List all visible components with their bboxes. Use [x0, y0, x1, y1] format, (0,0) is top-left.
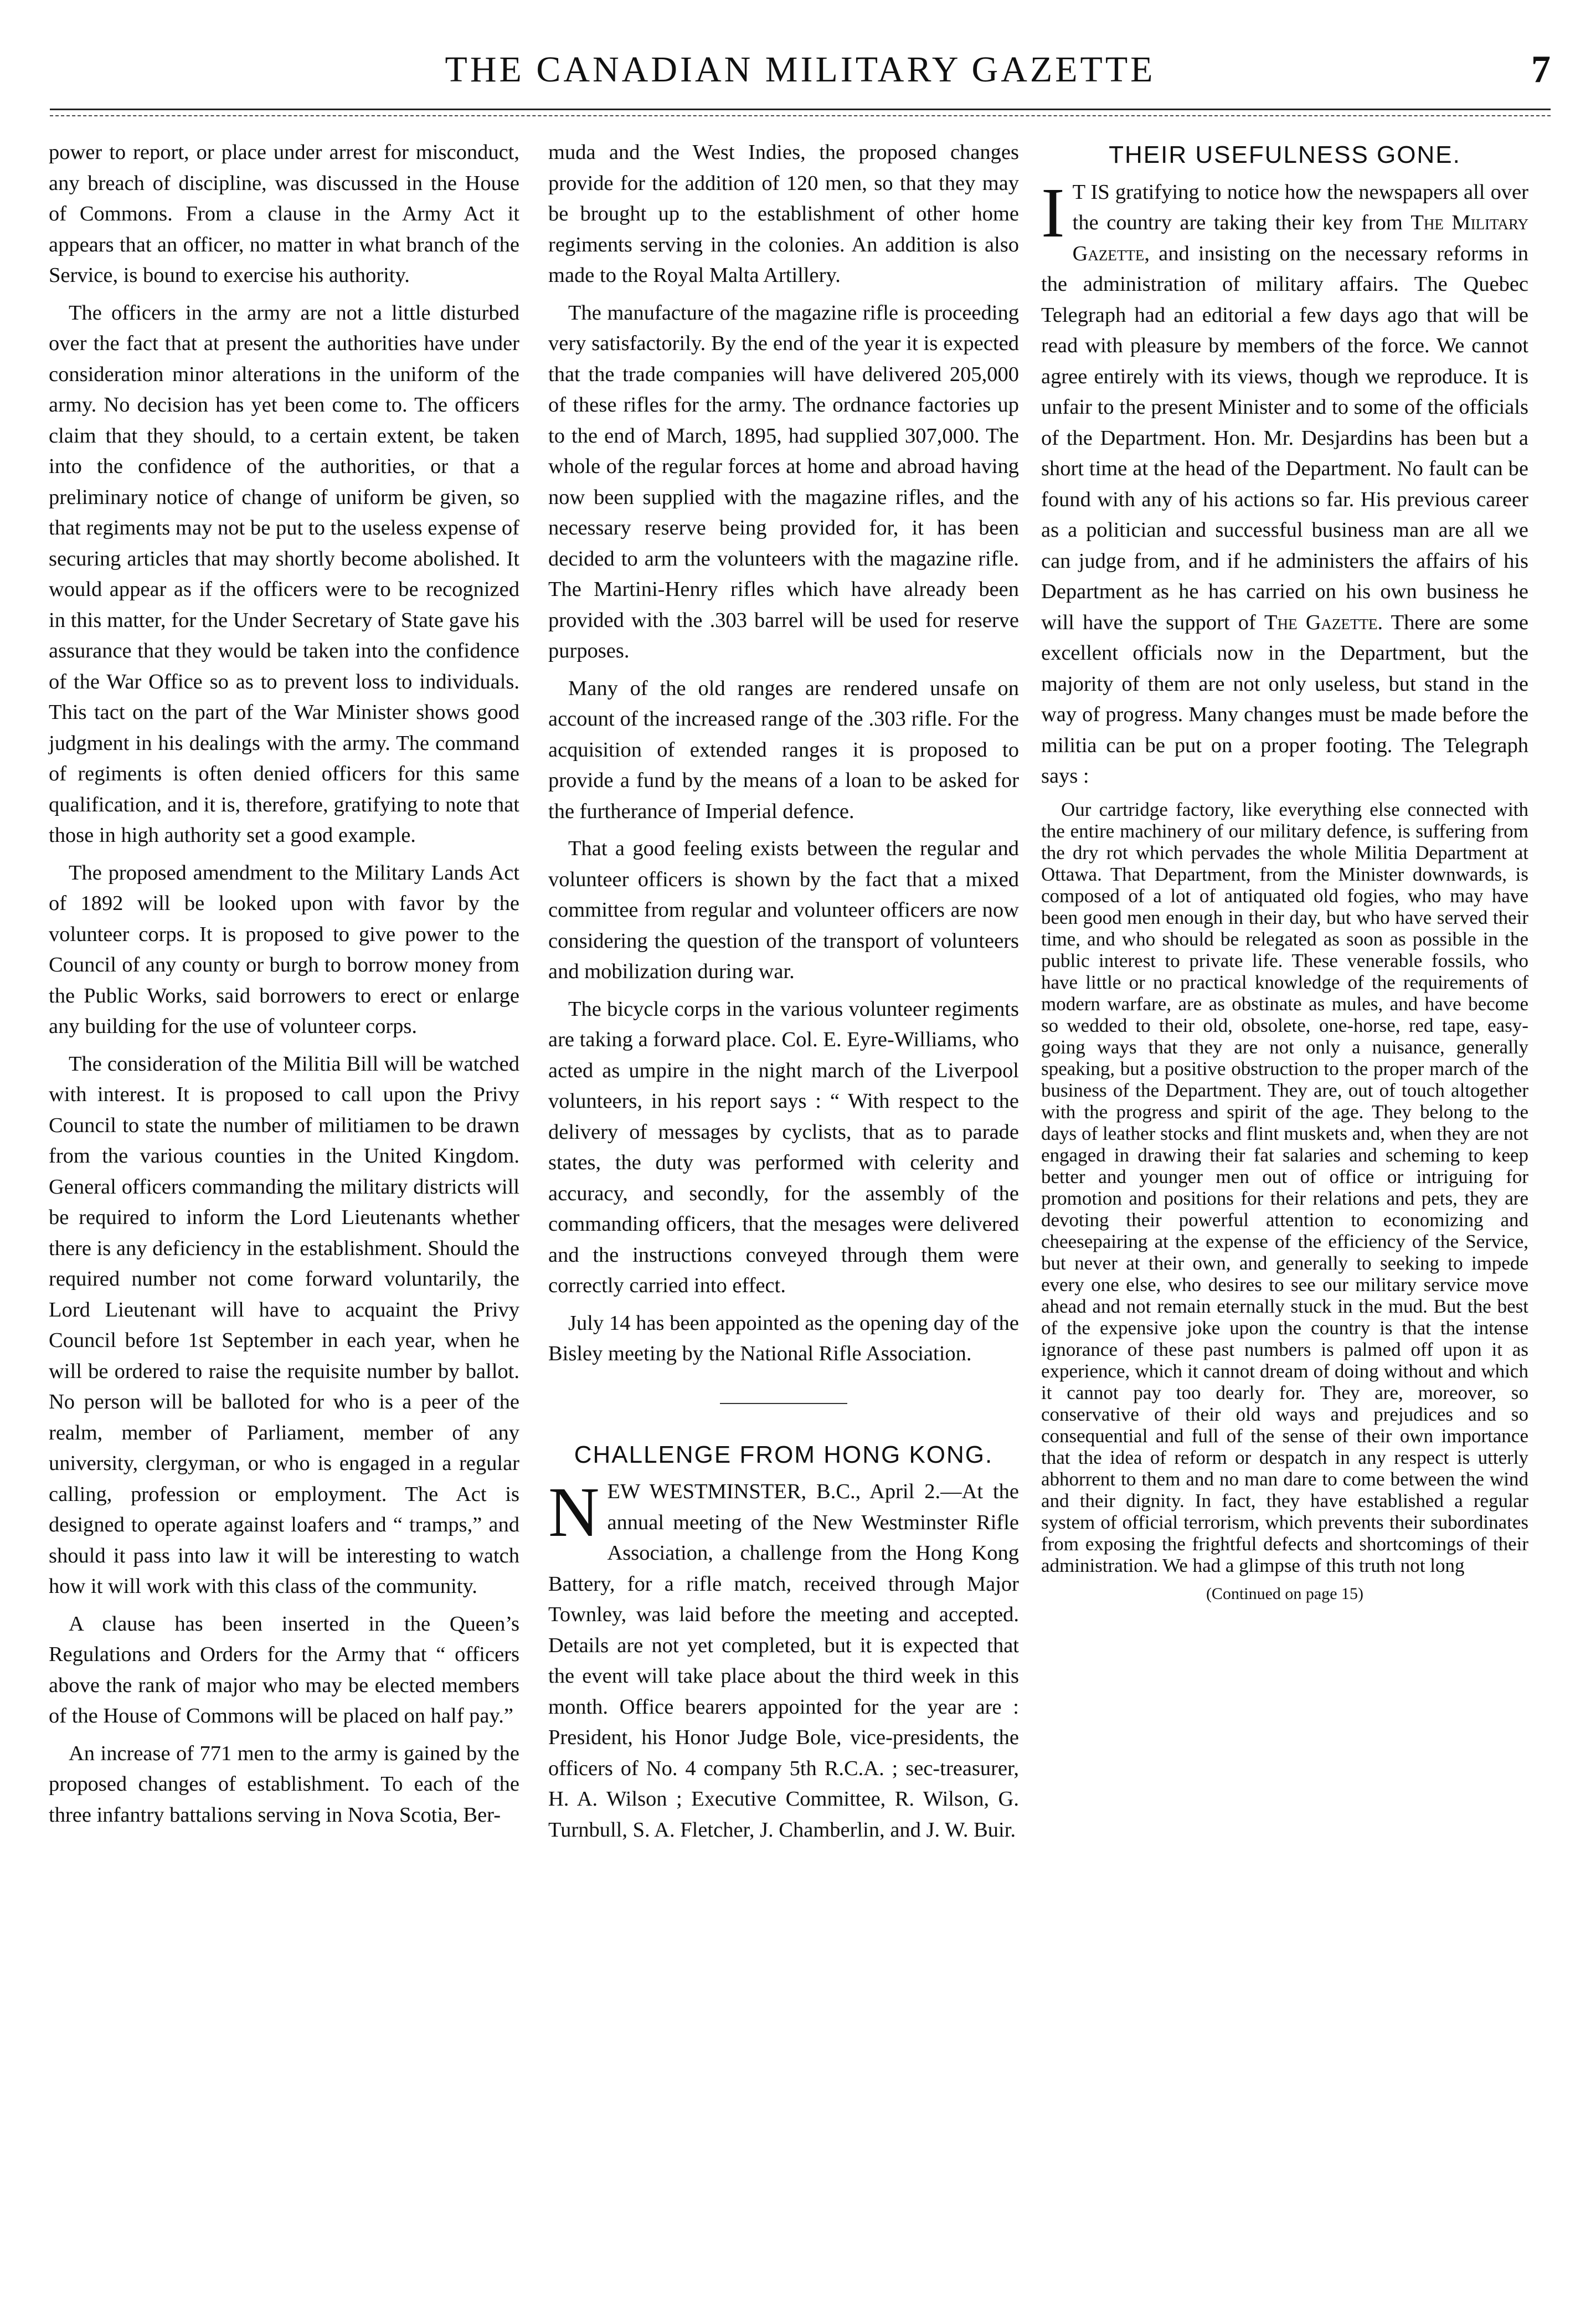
section-separator — [720, 1403, 847, 1404]
article-paragraph — [1041, 173, 1528, 792]
article-text: T IS gratifying to notice how the newspapers all over the country are taking their key from — [1072, 180, 1528, 234]
article-paragraph: power to report, or place under arrest for misconduct, any breach of discipline, was discussed in the House of Commons. From a clause in the Army Act it appears that an officer, no matter in what branch of the Service, is bound to exercise his authority. — [49, 141, 519, 287]
article-text: , and insisting on the necessary reforms in the administration of military affairs. The Quebec Telegraph had an editorial a few days ago that will be read with pleasure by members of the force. We cannot agree entirely with its views, though we reproduce. It is unfair to the present Minister and to some of the officials of the Department. Hon. Mr. Desjardins has been but a short time at the head of the Department. No fault can be found with any of his actions so far. His previous career as a politician and successful business man are all we can judge from, and if he administers the affairs of his Department as he has carried on his own business he will have the support of — [1041, 241, 1528, 634]
article-paragraph: The consideration of the Militia Bill will be watched with interest. It is proposed to call upon the Privy Council to state the number of militiamen to be drawn from the various counties in the United Kingdom. General officers commanding the military districts will be required to inform the Lord Lieutenants whether there is any deficiency in the establishment. Should the required number not come forward voluntarily, the Lord Lieutenant will have to acquaint the Privy Council before 1st September in each year, when he will be ordered to raise the requisite number by ballot. No person will be balloted for who is a peer of the realm, member of Parliament, member of any university, clergyman, or who is engaged in a regular calling, profession or employment. The Act is designed to operate against loafers and “ tramps,” and should it pass into law it will be interesting to watch how it will work with this class of the community. — [49, 1052, 519, 1598]
publication-name: The Military Gazette — [1072, 211, 1528, 265]
article-text: . There are some excellent officials now in the Department, but the majority of them are not only useless, but stand in the way of progress. Many changes must be made before the militia can be put on a proper footing. The Telegraph says : — [1041, 610, 1528, 788]
drop-cap: N — [548, 1473, 600, 1551]
article-paragraph: muda and the West Indies, the proposed changes provide for the addition of 120 men, so that they may be brought up to the establishment of other home regiments serving in the colonies. An addition is also made to the Royal Malta Artillery. — [548, 141, 1019, 287]
article-paragraph: The officers in the army are not a little disturbed over the fact that at present the authorities have under consideration minor alterations in the uniform of the army. No decision has yet been come to. The officers claim that they should, to a certain extent, be taken into the confidence of the authorities, or that a preliminary notice of change of uniform be given, so that regiments may not be put to the useless expense of securing articles that may shortly become abolished. It would appear as if the officers were to be recognized in this matter, for the Under Secretary of State gave his assurance that they would be taken into the confidence of the War Office so as to prevent loss to individuals. This tact on the part of the War Minister shows good judgment in his dealings with the army. The command of regiments is often denied officers for this same qualification, and it is, therefore, gratifying to note that those in high authority set a good example. — [49, 301, 519, 847]
article-paragraph: A clause has been inserted in the Queen’s Regulations and Orders for the Army that “ officers above the rank of major who may be elected members of the House of Commons will be placed on half pay.” — [49, 1612, 519, 1727]
newspaper-title: THE CANADIAN MILITARY GAZETTE — [445, 49, 1156, 90]
article-paragraph: That a good feeling exists between the regular and volunteer officers is shown by the fact that a mixed committee from regular and volunteer officers are now considering the question of the transport of volunteers and mobilization during war. — [548, 837, 1019, 983]
publication-name: The Gazette — [1264, 610, 1378, 634]
article-paragraph: The proposed amendment to the Military Lands Act of 1892 will be looked upon with favor by the volunteer corps. It is proposed to give power to the Council of any county or burgh to borrow money from the Public Works, said borrowers to erect or enlarge any building for the use of volunteer corps. — [49, 861, 519, 1038]
column-2 — [548, 137, 1019, 1852]
article-paragraph: July 14 has been appointed as the opening day of the Bisley meeting by the National Rifle Association. — [548, 1311, 1019, 1365]
quoted-paragraph: Our cartridge factory, like everything else connected with the entire machinery of our military defence, is suffering from the dry rot which pervades the whole Militia Department at Ottawa. That Department, from the Minister downwards, is composed of a lot of antiquated old fogies, who may have been good men enough in their day, but who have served their time, and who should be relegated as soon as possible in the public interest to private life. These venerable fossils, who have little or no practical knowledge of the requirements of modern warfare, are as obstinate as mules, and have become so wedded to their old, obsolete, one-horse, red tape, easy-going ways that they are not only a nuisance, generally speaking, but a positive obstruction to the proper march of the business of the Department. They are, out of touch altogether with the progress and spirit of the age. They belong to the days of leather stocks and flint muskets and, when they are not engaged in drawing their fat salaries and scheming to keep better and younger men out of office or intriguing for promotion and positions for their relations and pets, they are devoting their powerful attention to economizing and cheesepairing at the expense of the efficiency of the Service, but never at their own, and generally to seeking to impede every one else, who desires to see our military service move ahead and not remain eternally stuck in the mud. But the best of the expensive joke upon the country is that the intense ignorance of these past numbers is palmed off upon it as experience, which it cannot dream of doing without and which it cannot pay too dearly for. They are, moreover, so conservative of their old ways and prejudices and so consequential and full of the sense of their own importance that the idea of reform or despatch in any respect is utterly abhorrent to them and no man dare to come between the wind and their dignity. In fact, they have established a regular system of official terrorism, which prevents their subordinates from exposing the frightful defects and shortcomings of their administration. We had a glimpse of this truth not long — [1041, 798, 1528, 1576]
masthead-rule-dashed — [50, 115, 1551, 116]
continued-note: (Continued on page 15) — [1206, 1584, 1364, 1603]
masthead — [50, 44, 1551, 111]
page-number: 7 — [1531, 48, 1551, 91]
column-3 — [1041, 137, 1528, 1605]
article-paragraph: Many of the old ranges are rendered unsafe on account of the increased range of the .303 rifle. For the acquisition of extended ranges it is proposed to provide a fund by the means of a loan to be asked for the furtherance of Imperial defence. — [548, 676, 1019, 823]
article-paragraph — [548, 1473, 1019, 1845]
column-1 — [49, 137, 519, 1837]
headline-hong-kong: CHALLENGE FROM HONG KONG. — [574, 1441, 993, 1468]
article-text: EW WESTMINSTER, B.C., April 2.—At the annual meeting of the New Westminster Rifle Association, a challenge from the Hong Kong Battery, for a rifle match, received through Major Townley, was laid before the meeting and accepted. Details are not yet completed, but it is expected that the event will take place about the third week in this month. Office bearers appointed for the year are : President, his Honor Judge Bole, vice-presidents, the officers of No. 4 company 5th R.C.A. ; sec-treasurer, H. A. Wilson ; Executive Committee, R. Wilson, G. Turnbull, S. A. Fletcher, J. Chamberlin, and J. W. Buir. — [548, 1480, 1019, 1842]
drop-cap: I — [1041, 173, 1065, 252]
masthead-rule — [50, 109, 1551, 110]
article-paragraph: The bicycle corps in the various volunteer regiments are taking a forward place. Col. E. Eyre-Williams, who acted as umpire in the night march of the Liverpool volunteers, in his report says : “ With respect to the delivery of messages by cyclists, that as to parade states, the duty was performed with celerity and accuracy, and secondly, for the assembly of the commanding officers, that the mesages were delivered and the instructions conveyed through them were correctly carried into effect. — [548, 997, 1019, 1297]
headline-usefulness: THEIR USEFULNESS GONE. — [1109, 141, 1461, 168]
article-paragraph: The manufacture of the magazine rifle is proceeding very satisfactorily. By the end of the year it is expected that the trade companies will have delivered 205,000 of these rifles for the army. The ordnance factories up to the end of March, 1895, had supplied 307,000. The whole of the regular forces at home and abroad having now been supplied with the magazine rifles, and the necessary reserve being provided for, it has been decided to arm the volunteers with the magazine rifle. The Martini-Henry rifles which have already been provided with the .303 barrel will be used for reserve purposes. — [548, 301, 1019, 662]
article-paragraph: An increase of 771 men to the army is gained by the proposed changes of establishment. To each of the three infantry battalions serving in Nova Scotia, Ber- — [49, 1741, 519, 1827]
